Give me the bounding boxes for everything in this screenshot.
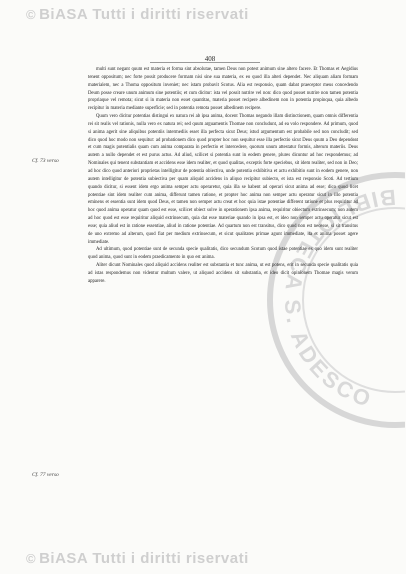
text-column [88,66,358,286]
watermark-bottom [26,550,249,567]
paragraph: Quum vero dicitur potentias distingui ex natura rei ab ipsa anima, docent Thomas negando illam distinctionem, quam omnis differentia rei sit realis vel rationis, nulla vero ex natura rei; sed quum arguamentis Thomae non concludunt, ad ea volo respondere. Ad primum, quod si anima agerit sine aliquibus potentiis intermediis esset illa perfecta sicut Deus; istud argumentum est probabile sed non concludit; sed dico quod hoc modo non sequitur: ad probationem dico quod propter hoc non sequitur esse illa perfectio sicut Deus quum a Deo dependeat et cum magis potentialis quam cum anima comparata in perfectio et intercedere, quorum unum attestatur formis, alterum materiis. Deus autem a nullo dependet et est purus actus. Ad aliud, scilicet si potentia sunt in eodem genere, plures dicuntur ad hoc respondemus; ad Nominales qui tenent substantiam et accidens esse idem realiter, et quod qualitas, exceptis forte speciebus, sit idem realiter, sed non in Deo; ad hoc dico quod anteriori proprietas intelligitur de potentia obiectiva, unde potentia exhibitiva et actu exhibitio sunt in eodem genere, non autem intelligitur de potentia subiectiva per quam aliquid accidens in aliquo recipitur subiecto, et ista est responsio Scoti. Ad tertium quando dicitur, si essent idem ergo anima semper actu operaretur, quia illa se habent ad operari sicut anima ad esse; dico quod licet potentiae sint idem realiter cum anima, differunt tamen ratione, et propter hoc anima non semper actu operatur sicut in illo potentia eminens et essentia sunt idem quod Deus, et tamen non semper actu creat et hoc quia istae potentiae different ratione et plus requiritur ad hoc quod anima operatur quam quod est esse, scilicet obiect solve in operationem ipsa anima, requiritur obiectum extrinsecum; non autem ad hoc quod est esse requiritur aliquid extrinsecum, quia dat esse materiae quando in ipsa est, et ideo non semper actu operatur sicut est esse; quia aliud est in ratione essentiae, aliud in ratione potentiae. Ad quartum non est transitus, dico quod non est necesse, si sit transitus de uno extremo ad alterum, quod fiat per medium extrinsecum, et sicut qualitates primae agunt immediate, ita et anima posset agere immediate. [88,114,358,245]
copyright-icon: © [26,551,37,566]
stamp-text: BIBLIOTECA S. ADESCO [279,184,397,413]
watermark-text: BiASA Tutti i diritti riservati [39,550,249,567]
header-rule [150,62,260,63]
watermark-top [26,6,249,23]
paragraph: Ad ultimum, quod potentiae sunt de secunda specie qualitatis, dico secundum Scotum quod istae potentiae ex quo idem sunt realiter quod anima, quod sunt in eodem praedicamento in quo est anima. [88,247,358,261]
copyright-icon: © [26,7,37,22]
margin-note: Cf. 73 verso [32,158,59,164]
page-number: 408 [204,55,216,63]
margin-note: Cf. 77 verso [32,472,59,478]
watermark-text: BiASA Tutti i diritti riservati [39,6,249,23]
paragraph: multi sunt negant quum est materia et forma sint absolutae, tamen Deus non potest animum sine altero facere. Et Thomas et Aegidius tenent oppositum; nec forte possit producere formam nisi sine sua materia, ex eo quod illa alteri dependet. Nec aliquam aliam formam materialem, nec a Thoma oppositum inveniet; nec istam probavit Scotus. Alia est responsio, quam dabat praeceptor meus concedendo Deum posse creare unum animum sine potentiis; et cum dicitur: ista vel possit nutrire vel non: dico quod posset nutrire non tamen potentia propriaque vel remota; sicut si in materia non esset quantitas, materia posset recipere albedinem non in potentia propinqua, quia albedo recipitur in materia mediante superficie; sed in potentia remota posset albedinem recipere. [88,67,358,112]
paragraph: Aliter dicunt Nominales quod aliquid accidens realiter est substantia et tunc anima, ut est potens, erit in secunda specie qualitatis quia ad istas respondemus non videntur multum valere, ut aliquod accidens sit substantia, et ideo dicit opinionem Thomae magis verum apparere. [88,263,358,284]
